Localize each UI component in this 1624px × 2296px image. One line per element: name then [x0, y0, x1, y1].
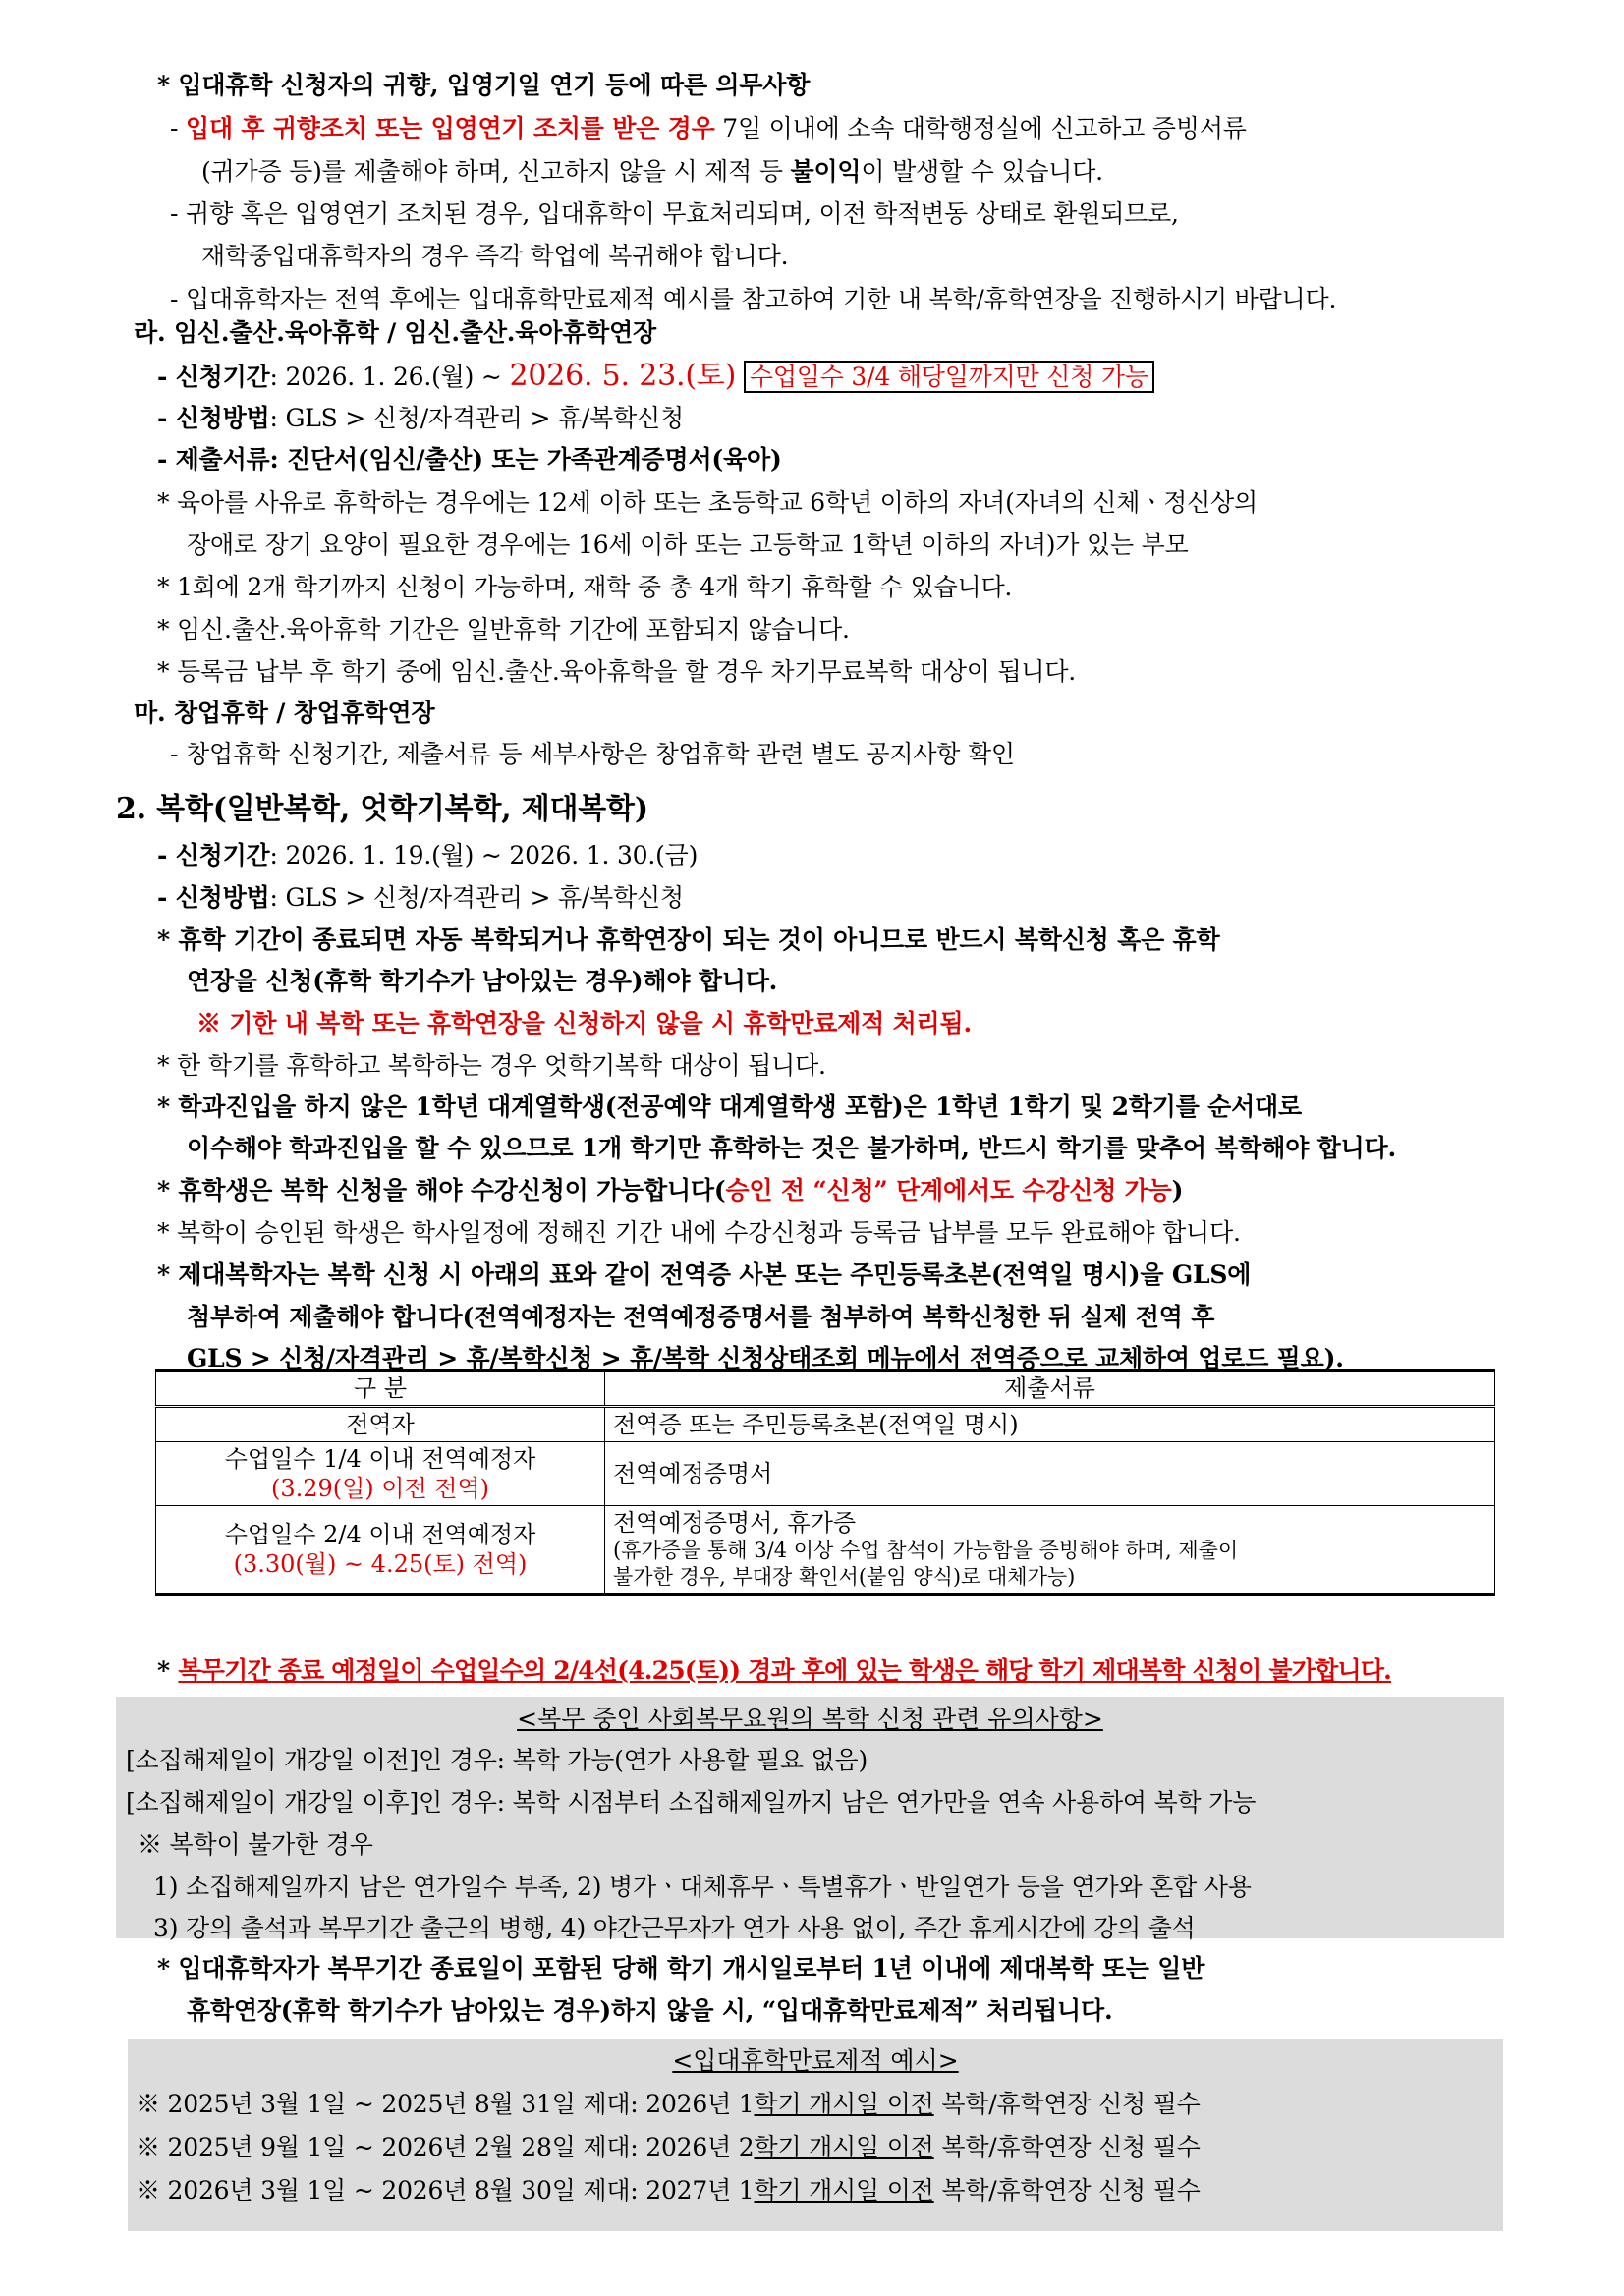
table-cell: 전역예정증명서: [605, 1442, 1495, 1506]
return-report-line-2: [201, 153, 1103, 191]
table-header-category: 구 분: [156, 1371, 605, 1407]
expulsion-examples-box: [128, 2039, 1503, 2231]
table-cell: [605, 1506, 1495, 1595]
return-condition-text: 입대 후 귀향조치 또는 입영연기 조치를 받은 경우: [186, 114, 715, 142]
period-note-box: [744, 361, 1154, 393]
report-text: (귀가증 등)를 제출해야 하며, 신고하지 않을 시 제적 등: [201, 157, 791, 186]
table-cell: 전역자: [156, 1407, 605, 1442]
ra-method-line: [157, 400, 684, 437]
return-method-path: : GLS > 신청/자격관리 > 휴/복학신청: [269, 883, 684, 912]
freshman-note: * 학과진입을 하지 않은 1학년 대계열학생(전공예약 대계열학생 포함)은 1학년 1학기 및 2학기를 순서대로: [157, 1092, 1302, 1121]
dash: -: [170, 114, 186, 142]
registration-highlight: 승인 전 “신청” 단계에서도 수강신청 가능: [725, 1176, 1172, 1204]
table-row: [156, 1442, 1495, 1506]
registration-note: [157, 1172, 1183, 1209]
table-header-documents: 제출서류: [605, 1371, 1495, 1407]
registration-close: ): [1171, 1176, 1184, 1204]
example-text: ※ 2025년 3월 1일 ~ 2025년 8월 31일 제대: 2026년 1: [136, 2090, 755, 2118]
discharge-limit-text: 복무기간 종료 예정일이 수업일수의 2/4선(4.25(토)) 경과 후에 있는 학생은 해당 학기 제대복학 신청이 불가합니다.: [178, 1656, 1392, 1685]
discharge-doc-note-2: 첨부하여 제출해야 합니다(전역예정자는 전역예정증명서를 첨부하여 복학신청한 뒤 실제 전역 후: [187, 1303, 1215, 1331]
table-cell: 전역증 또는 주민등록초본(전역일 명시): [605, 1407, 1495, 1442]
ra-period-line: [157, 358, 1154, 396]
expiry-expulsion-note: * 입대휴학자가 복무기간 종료일이 포함된 당해 학기 개시일로부터 1년 이내에 제대복학 또는 일반: [157, 1954, 1205, 1983]
return-method-label: - 신청방법: [157, 883, 270, 912]
discharge-documents-table: [155, 1369, 1495, 1596]
example-deadline: 학기 개시일 이전: [754, 2176, 934, 2205]
period-start: : 2026. 1. 26.(월) ~: [269, 363, 510, 391]
table-cell: [156, 1442, 605, 1506]
childcare-note-line: * 육아를 사유로 휴학하는 경우에는 12세 이하 또는 초등학교 6학년 이하의 자녀(자녀의 신체ㆍ정신상의: [157, 488, 1258, 517]
period-deadline: 2026. 5. 23.(토): [509, 359, 737, 393]
semester-limit-note: * 1회에 2개 학기까지 신청이 가능하며, 재학 중 총 4개 학기 휴학할 수 있습니다.: [157, 573, 1013, 601]
section-ra-heading: 라. 임신.출산.육아휴학 / 임신.출산.육아휴학연장: [134, 318, 657, 347]
cell-line: 수업일수 1/4 이내 전역예정자: [224, 1445, 536, 1473]
method-label: - 신청방법: [157, 404, 270, 432]
cell-line: 전역예정증명서, 휴가증: [613, 1509, 857, 1537]
period-note: 수업일수 3/4 해당일까지만 신청 가능: [749, 363, 1148, 391]
cell-date-range: (3.30(월) ~ 4.25(토) 전역): [233, 1550, 528, 1578]
table-row: [156, 1407, 1495, 1442]
table-row: [156, 1506, 1495, 1595]
expiry-expulsion-note-2: 휴학연장(휴학 학기수가 남아있는 경우)하지 않을 시, “입대휴학만료제적” 처리됩니다.: [187, 1996, 1113, 2025]
freshman-note-2: 이수해야 학과진입을 할 수 있으므로 1개 학기만 휴학하는 것은 불가하며, 반드시 학기를 맞추어 복학해야 합니다.: [187, 1134, 1397, 1162]
method-path: : GLS > 신청/자격관리 > 휴/복학신청: [269, 404, 684, 432]
return-period-dates: : 2026. 1. 19.(월) ~ 2026. 1. 30.(금): [269, 841, 699, 869]
notice-line: [소집해제일이 개강일 이후]인 경우: 복학 시점부터 소집해제일까지 남은 연가만을 연속 사용하여 복학 가능: [126, 1788, 1257, 1817]
registration-text: * 휴학생은 복학 신청을 해야 수강신청이 가능합니다(: [157, 1176, 726, 1204]
cell-date-range: (3.29(일) 이전 전역): [270, 1475, 490, 1502]
expulsion-warning: ※ 기한 내 복학 또는 휴학연장을 신청하지 않을 시 휴학만료제적 처리됨.: [196, 1009, 972, 1037]
example-action: 복학/휴학연장 신청 필수: [933, 2176, 1201, 2205]
return-report-line: [170, 110, 1247, 147]
expulsion-examples-title: <입대휴학만료제적 예시>: [672, 2046, 959, 2075]
off-semester-note: * 한 학기를 휴학하고 복학하는 경우 엇학기복학 대상이 됩니다.: [157, 1051, 826, 1080]
return-period-label: - 신청기간: [157, 841, 270, 869]
report-text-end: 이 발생할 수 있습니다.: [861, 157, 1103, 186]
ra-documents-line: - 제출서류: 진단서(임신/출산) 또는 가족관계증명서(육아): [157, 445, 782, 474]
example-row: [136, 2172, 1201, 2210]
example-deadline: 학기 개시일 이전: [754, 2090, 934, 2118]
notice-line: [소집해제일이 개강일 이전]인 경우: 복학 가능(연가 사용할 필요 없음): [126, 1746, 868, 1774]
return-report-text: 7일 이내에 소속 대학행정실에 신고하고 증빙서류: [714, 114, 1247, 142]
period-exclusion-note: * 임신.출산.육아휴학 기간은 일반휴학 기간에 포함되지 않습니다.: [157, 615, 850, 644]
cell-small-line: (휴가증을 통해 3/4 이상 수업 참석이 가능함을 증빙해야 하며, 제출이: [613, 1539, 1239, 1562]
discharge-doc-note: * 제대복학자는 복학 신청 시 아래의 표와 같이 전역증 사본 또는 주민등록초본(전역일 명시)을 GLS에: [157, 1260, 1252, 1289]
startup-leave-note: - 창업휴학 신청기간, 제출서류 등 세부사항은 창업휴학 관련 별도 공지사항 확인: [170, 740, 1015, 768]
free-return-note: * 등록금 납부 후 학기 중에 임신.출산.육아휴학을 할 경우 차기무료복학 대상이 됩니다.: [157, 657, 1077, 686]
payment-note: * 복학이 승인된 학생은 학사일정에 정해진 기간 내에 수강신청과 등록금 납부를 모두 완료해야 합니다.: [157, 1218, 1241, 1247]
example-action: 복학/휴학연장 신청 필수: [933, 2133, 1201, 2161]
section-ma-heading: 마. 창업휴학 / 창업휴학연장: [134, 699, 435, 727]
section-2-heading: 2. 복학(일반복학, 엇학기복학, 제대복학): [116, 792, 648, 826]
notice-line: 3) 강의 출석과 복무기간 출근의 병행, 4) 야간근무자가 연가 사용 없이, 주간 휴게시간에 강의 출석: [153, 1914, 1196, 1942]
example-action: 복학/휴학연장 신청 필수: [933, 2090, 1201, 2118]
example-row: [136, 2086, 1201, 2123]
childcare-note-line-2: 장애로 장기 요양이 필요한 경우에는 16세 이하 또는 고등학교 1학년 이하의 자녀)가 있는 부모: [187, 531, 1189, 559]
invalidation-line: - 귀향 혹은 입영연기 조치된 경우, 입대휴학이 무효처리되며, 이전 학적변동 상태로 환원되므로,: [170, 199, 1179, 228]
asterisk: *: [157, 1656, 179, 1685]
example-deadline: 학기 개시일 이전: [754, 2133, 934, 2161]
social-service-notice-box: [116, 1697, 1504, 1942]
discharge-doc-note-3: GLS > 신청/자격관리 > 휴/복학신청 > 휴/복학 신청상태조회 메뉴에서 전역증으로 교체하여 업로드 필요).: [187, 1344, 1344, 1372]
auto-return-note-2: 연장을 신청(휴학 학기수가 남아있는 경우)해야 합니다.: [187, 967, 778, 995]
military-leave-obligations-heading: * 입대휴학 신청자의 귀향, 입영기일 연기 등에 따른 의무사항: [157, 71, 811, 99]
after-discharge-line: - 입대휴학자는 전역 후에는 입대휴학만료제적 예시를 참고하여 기한 내 복학/휴학연장을 진행하시기 바랍니다.: [170, 285, 1337, 313]
table-cell: [156, 1506, 605, 1595]
return-period-line: [157, 837, 698, 874]
table-header-row: [156, 1371, 1495, 1407]
invalidation-line-2: 재학중입대휴학자의 경우 즉각 학업에 복귀해야 합니다.: [201, 242, 789, 270]
notice-line: 1) 소집해제일까지 남은 연가일수 부족, 2) 병가ㆍ대체휴무ㆍ특별휴가ㆍ반일연가 등을 연가와 혼합 사용: [153, 1873, 1252, 1901]
example-row: [136, 2129, 1201, 2166]
example-text: ※ 2026년 3월 1일 ~ 2026년 8월 30일 제대: 2027년 1: [136, 2176, 755, 2205]
disadvantage-text: 불이익: [790, 157, 862, 186]
social-service-notice-title: <복무 중인 사회복무요원의 복학 신청 관련 유의사항>: [517, 1705, 1103, 1733]
auto-return-note: * 휴학 기간이 종료되면 자동 복학되거나 휴학연장이 되는 것이 아니므로 반드시 복학신청 혹은 휴학: [157, 925, 1220, 954]
notice-line: ※ 복학이 불가한 경우: [138, 1830, 373, 1859]
discharge-limit-note: [157, 1652, 1391, 1690]
period-label: - 신청기간: [157, 363, 270, 391]
cell-small-line: 불가한 경우, 부대장 확인서(붙임 양식)로 대체가능): [613, 1565, 1076, 1589]
return-method-line: [157, 879, 684, 917]
cell-line: 수업일수 2/4 이내 전역예정자: [224, 1521, 536, 1548]
example-text: ※ 2025년 9월 1일 ~ 2026년 2월 28일 제대: 2026년 2: [136, 2133, 755, 2161]
